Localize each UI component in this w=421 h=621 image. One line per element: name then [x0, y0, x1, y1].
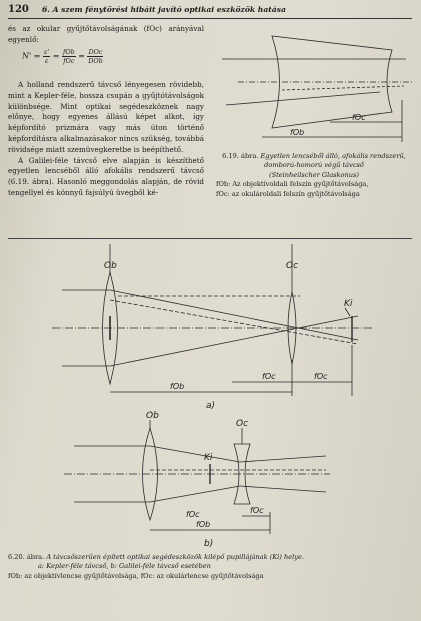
- magnification-formula: N' = $\frac{\varepsilon'}{\varepsilon}$ = $\frac{\text{fOb}}{\text{fOc}}$ = $\frac{\text{DOc}}{\text{DOb}}$: [22, 48, 103, 65]
- label-ki: Ki: [344, 299, 353, 309]
- caption-number: 6.19. ábra.: [222, 152, 259, 160]
- caption-title: A távcsőszerűen épített optikai segédeszközök kilépő pupillájának (Ki) helye.: [46, 553, 304, 561]
- ray-2-mid: [150, 486, 240, 502]
- frac-num: DOc: [88, 48, 103, 56]
- caption-subtitle: a: Kepler-féle távcső, b: Galilei-féle távcső esetében: [38, 562, 211, 571]
- frac-num: fOb: [62, 48, 75, 56]
- caption-title: Egyetlen lencséből álló, afokális rendszerű, domború-homorú végű távcső: [260, 152, 406, 170]
- caption-subtitle: (Steinheilscher Glaskonus): [269, 170, 359, 179]
- label-foc-2: fOc: [314, 372, 328, 381]
- paragraph-holland: A holland rendszerű távcső lényegesen rövidebb, mint a Kepler-féle, hossza csupán a gyűjtótávolságok különbsége. Mint optikai segédeszköznek nagy előnye, hogy egyenes állású képet alkot, így képfordító prizmára vagy más úton történő képfordításra alkalmazásakor nincs szükség, továbbá rövidsége miatt szemüvegkeretbe is beépíthető.: [8, 80, 204, 154]
- ray-1-mid: [150, 446, 240, 462]
- ray-2-out: [110, 316, 358, 366]
- formula-lhs: N' =: [22, 51, 41, 61]
- frac-den: fOc: [63, 57, 75, 65]
- legend-fob: fOb: Az objektívoldali felszín gyűjtőtávolsága,: [216, 180, 369, 189]
- label-fob: fOb: [196, 520, 211, 529]
- label-foc: fOc: [250, 506, 264, 515]
- intro-paragraph: és az okular gyűjtőtávolságának (fOc) arányával egyenlő:: [8, 24, 204, 44]
- label-foc-bottom: fOc: [186, 510, 200, 519]
- label-fob: fOb: [170, 382, 185, 391]
- label-fob: fOb: [290, 128, 305, 137]
- panel-label-b: b): [204, 539, 214, 549]
- label-ob: Ob: [146, 411, 159, 421]
- label-ki: Ki: [204, 453, 213, 463]
- label-ob: Ob: [104, 261, 117, 271]
- ray-2-out: [240, 486, 326, 492]
- label-foc: fOc: [352, 113, 366, 122]
- label-oc: Oc: [236, 419, 249, 429]
- page-number: 120: [8, 4, 29, 15]
- panel-label-a: a): [206, 401, 216, 411]
- paragraph-galilei: A Galilei-féle távcső elve alapján is készíthető egyetlen lencséből álló afokális rendszerű távcső (6.19. ábra). Hasonló meggondolás alapján, de rövid tengellyel és könnyű fajsúlyú üvegből ké-: [8, 155, 204, 197]
- label-foc-1: fOc: [262, 372, 276, 381]
- frac-den: DOb: [88, 57, 103, 65]
- ki-leader: [345, 308, 350, 316]
- frac-num: ε': [44, 48, 50, 56]
- fig-6-19-drawing: [222, 36, 414, 142]
- ray-lower: [226, 92, 380, 105]
- ray-3: [110, 300, 358, 344]
- caption-legend: fOb: az objektívlencse gyűjtőtávolsága, fOc: az okulárlencse gyűjtőtávolsága: [8, 571, 264, 580]
- running-title: 6. A szem fénytörési hibáit javító optikai eszközök hatása: [42, 5, 286, 14]
- ray-1-out: [110, 290, 358, 340]
- frac-den: ε: [44, 57, 49, 65]
- caption-number: 6.20. ábra.: [8, 553, 45, 561]
- label-oc: Oc: [286, 261, 299, 271]
- ray-1-out: [240, 456, 326, 462]
- ray-dashed: [282, 86, 404, 90]
- legend-foc: fOc: az okulároldali felszín gyűjtőtávolsága: [216, 189, 360, 198]
